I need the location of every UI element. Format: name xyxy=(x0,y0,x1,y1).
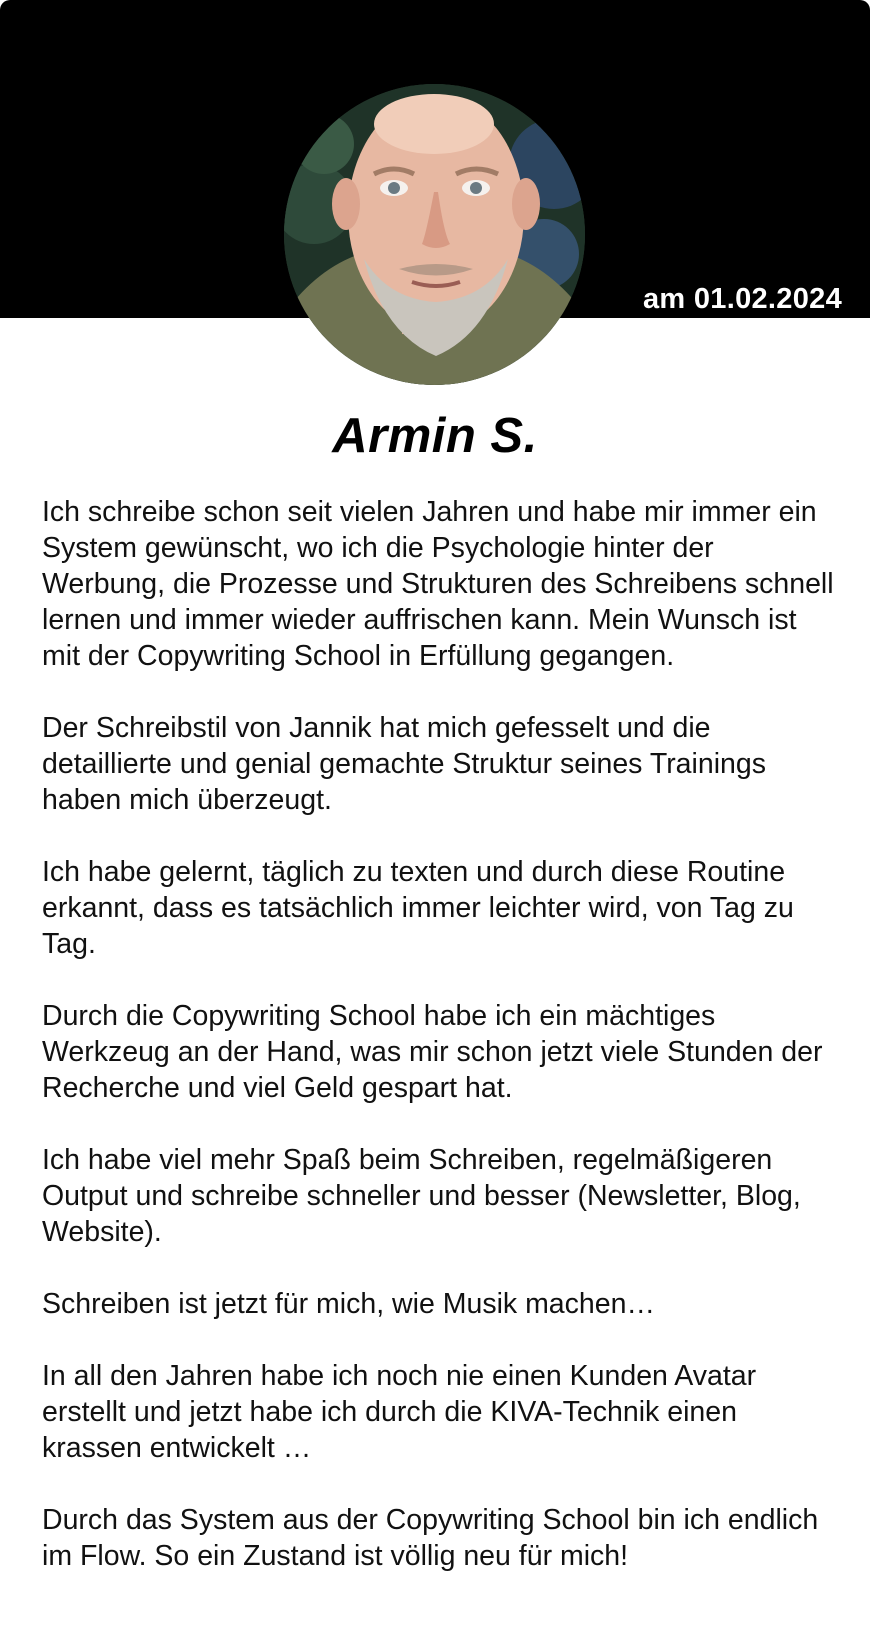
testimonial-paragraph: Durch die Copywriting School habe ich ein mächtiges Werkzeug an der Hand, was mir schon jetzt viele Stunden der Recherche und viel Geld gespart hat. xyxy=(42,1000,823,1104)
testimonial-paragraph: Ich habe gelernt, täglich zu texten und durch diese Routine erkannt, dass es tatsächlich immer leichter wird, von Tag zu Tag. xyxy=(42,856,794,960)
testimonial-paragraph: Der Schreibstil von Jannik hat mich gefesselt und die detaillierte und genial gemachte Struktur seines Trainings haben mich überzeugt. xyxy=(42,712,766,816)
testimonial-paragraph: Ich schreibe schon seit vielen Jahren und habe mir immer ein System gewünscht, wo ich die Psychologie hinter der Werbung, die Prozesse und Strukturen des Schreibens schnell lernen und immer wieder auffrischen kann. Mein Wunsch ist mit der Copywriting School in Erfüllung gegangen. xyxy=(42,496,834,672)
testimonial-body xyxy=(42,494,842,1574)
person-photo-icon xyxy=(284,84,585,385)
avatar xyxy=(284,84,585,385)
testimonial-paragraph: Schreiben ist jetzt für mich, wie Musik machen… xyxy=(42,1288,655,1320)
testimonial-paragraph: Durch das System aus der Copywriting School bin ich endlich im Flow. So ein Zustand ist völlig neu für mich! xyxy=(42,1504,819,1572)
author-name: Armin S. xyxy=(332,409,538,463)
testimonial-date: am 01.02.2024 xyxy=(642,283,842,315)
testimonial-paragraph: In all den Jahren habe ich noch nie einen Kunden Avatar erstellt und jetzt habe ich durch die KIVA-Technik einen krassen entwickelt … xyxy=(42,1360,757,1464)
testimonial-paragraph: Ich habe viel mehr Spaß beim Schreiben, regelmäßigeren Output und schreibe schneller und besser (Newsletter, Blog, Website). xyxy=(42,1144,801,1248)
